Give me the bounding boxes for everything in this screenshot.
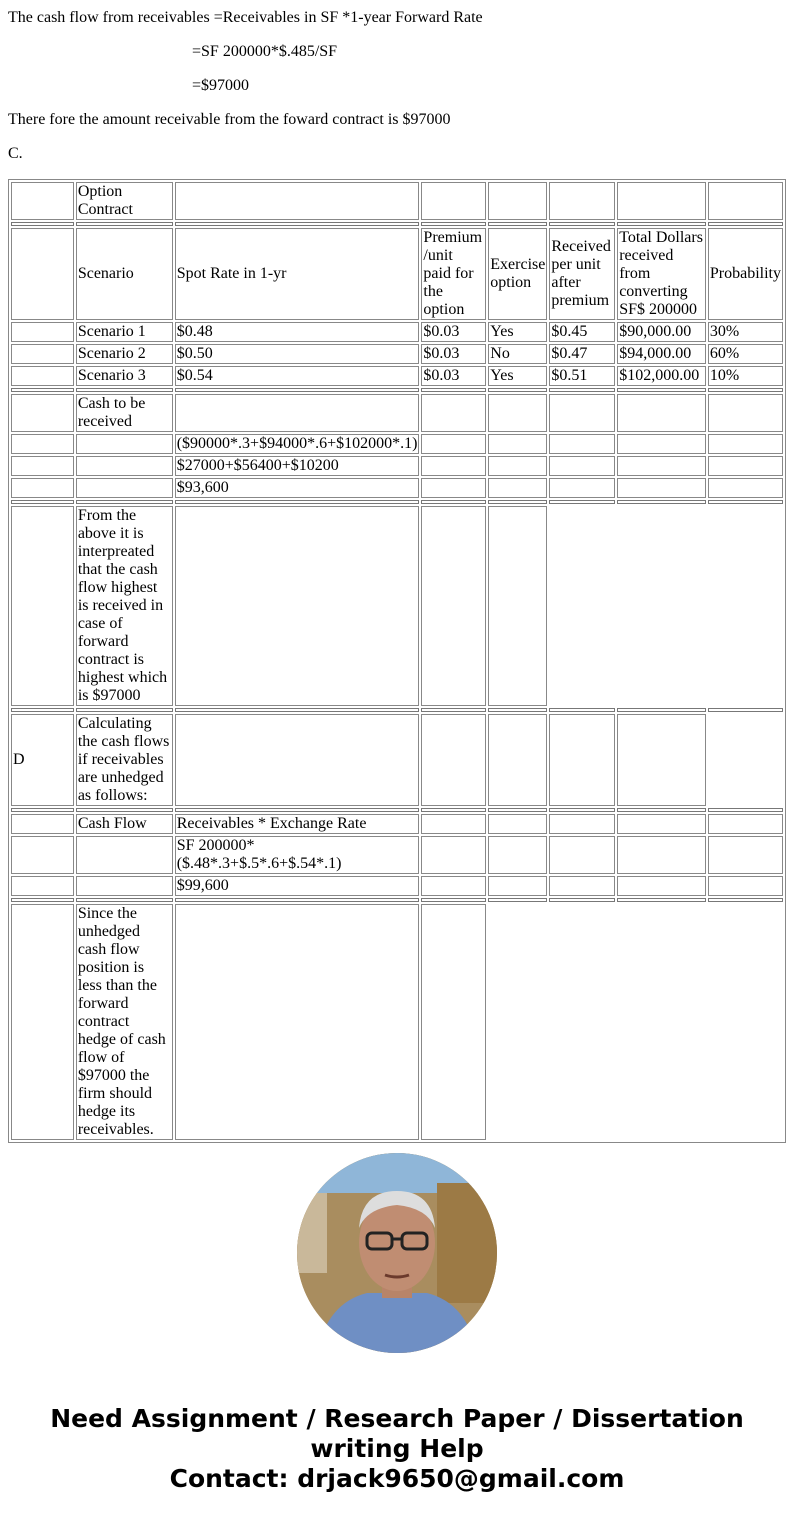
cell: Cash to be received [76, 394, 173, 432]
header-cell: Probability [708, 228, 783, 320]
cell: $0.47 [549, 344, 615, 364]
cell: Yes [488, 366, 547, 386]
cell: Receivables * Exchange Rate [175, 814, 420, 834]
cell: Scenario 3 [76, 366, 173, 386]
cell: $0.54 [175, 366, 420, 386]
cell: Calculating the cash flows if receivables are unhedged as follows: [76, 714, 173, 806]
header-cell: Received per unit after premium [549, 228, 615, 320]
cell: Cash Flow [76, 814, 173, 834]
cell: 60% [708, 344, 783, 364]
cell: $99,600 [175, 876, 420, 896]
contact-footer [0, 1404, 794, 1494]
author-photo [297, 1153, 497, 1353]
cell: $0.50 [175, 344, 420, 364]
cell: Scenario 2 [76, 344, 173, 364]
cell: 30% [708, 322, 783, 342]
cell: From the above it is interpreated that the cash flow highest is received in case of forward contract is highest which is $97000 [76, 506, 173, 706]
table-row [11, 506, 783, 706]
cell: $0.03 [421, 344, 486, 364]
table-row [11, 478, 783, 498]
header-cell: Total Dollars received from converting SF$ 200000 [617, 228, 706, 320]
header-cell: Premium /unit paid for the option [421, 228, 486, 320]
footer-line: Need Assignment / Research Paper / Dissertation [50, 1404, 744, 1433]
cell: $94,000.00 [617, 344, 706, 364]
table-row [11, 344, 783, 364]
header-cell: Scenario [76, 228, 173, 320]
cell: ($90000*.3+$94000*.6+$102000*.1) [176, 435, 418, 452]
intro-line: =SF 200000*$.485/SF [192, 43, 338, 60]
table-row [11, 434, 783, 454]
cell: SF 200000* ($.48*.3+$.5*.6+$.54*.1) [175, 836, 420, 874]
cell: Option Contract [76, 182, 173, 220]
header-row [11, 228, 783, 320]
cell: $0.51 [549, 366, 615, 386]
table-row [11, 322, 783, 342]
intro-line: There fore the amount receivable from the foward contract is $97000 [8, 111, 451, 128]
table-row [11, 876, 783, 896]
table-row [11, 904, 783, 1140]
cell: $102,000.00 [617, 366, 706, 386]
header-cell: Exercise option [488, 228, 547, 320]
analysis-table [8, 179, 786, 1143]
cell: $0.03 [421, 366, 486, 386]
table-row [11, 836, 783, 874]
header-cell: Spot Rate in 1-yr [175, 228, 420, 320]
table-row [11, 394, 783, 432]
cell: $0.48 [175, 322, 420, 342]
table-row [11, 366, 783, 386]
cell: Yes [488, 322, 547, 342]
cell: No [488, 344, 547, 364]
table-row [11, 814, 783, 834]
section-label: C. [8, 145, 23, 162]
contact-email: Contact: drjack9650@gmail.com [169, 1464, 625, 1493]
cell: 10% [708, 366, 783, 386]
table-row [11, 714, 783, 806]
cell: $27000+$56400+$10200 [175, 456, 420, 476]
cell: $90,000.00 [617, 322, 706, 342]
cell: $93,600 [175, 478, 420, 498]
intro-line: =$97000 [192, 77, 250, 94]
intro-line: The cash flow from receivables =Receivables in SF *1-year Forward Rate [8, 9, 483, 26]
cell: D [11, 714, 74, 806]
footer-line: writing Help [310, 1434, 484, 1463]
table-row [11, 182, 783, 220]
cell: $0.03 [421, 322, 486, 342]
cell: Since the unhedged cash flow position is less than the forward contract hedge of cash flow of $97000 the firm should hedge its receivables. [76, 904, 173, 1140]
table-row [11, 456, 783, 476]
cell: $0.45 [549, 322, 615, 342]
cell: Scenario 1 [76, 322, 173, 342]
